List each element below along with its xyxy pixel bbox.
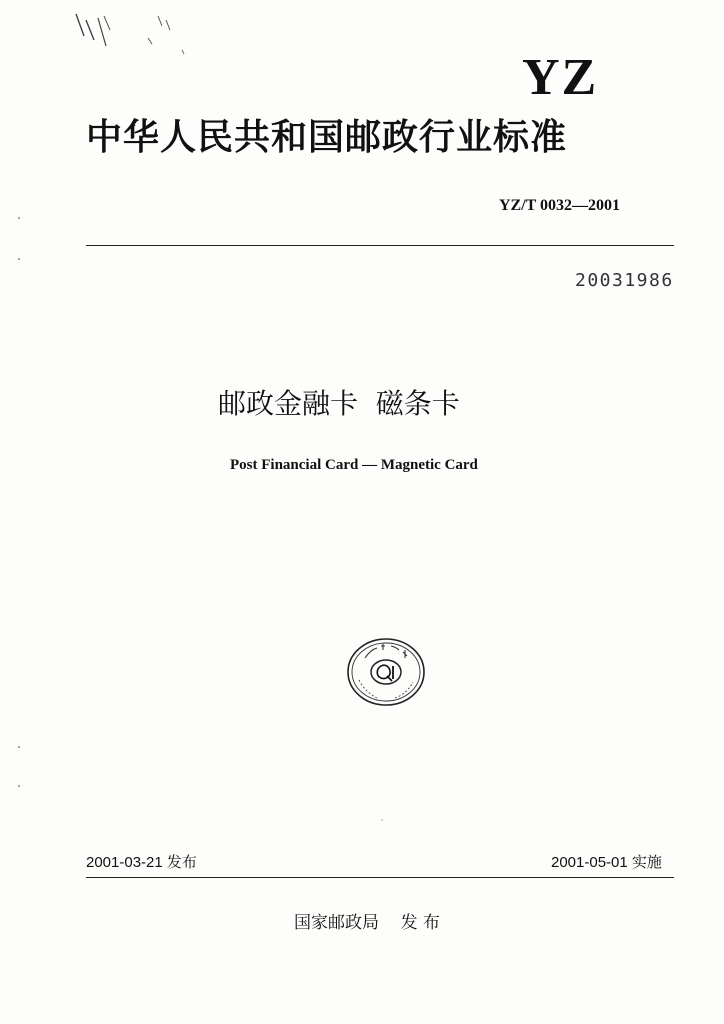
- issuing-authority: 国家邮政局 发 布: [294, 913, 441, 933]
- bottom-divider: [86, 877, 674, 878]
- library-seal-icon: [345, 636, 427, 708]
- document-title-zh: 邮政金融卡 磁条卡: [218, 387, 460, 420]
- stamped-serial-number: 20031986: [575, 270, 674, 291]
- standard-number: YZ/T 0032—2001: [499, 197, 621, 214]
- effective-date: 2001-05-01 实施: [551, 854, 662, 871]
- top-divider: [86, 245, 674, 246]
- standard-title: 中华人民共和国邮政行业标准: [86, 117, 568, 158]
- document-title-en: Post Financial Card — Magnetic Card: [230, 457, 478, 473]
- industry-code: YZ: [522, 49, 599, 106]
- issue-date: 2001-03-21 发布: [86, 854, 197, 871]
